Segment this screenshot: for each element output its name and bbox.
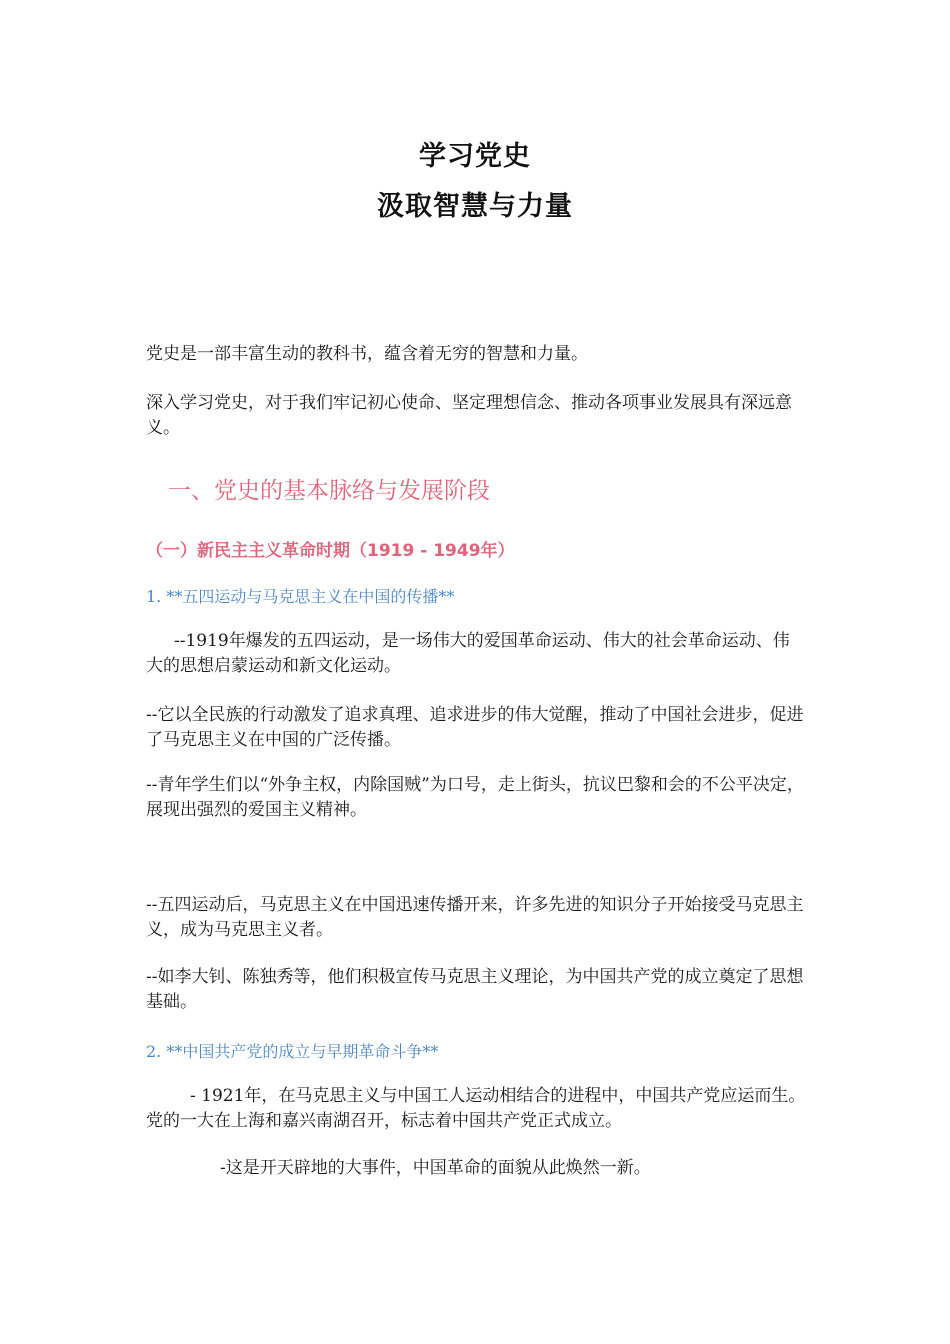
intro-paragraph-2: 深入学习党史，对于我们牢记初心使命、坚定理想信念、推动各项事业发展具有深远意义。 bbox=[146, 393, 792, 438]
item1-paragraph-5: --如李大钊、陈独秀等，他们积极宣传马克思主义理论，为中国共产党的成立奠定了思想基础。 bbox=[146, 967, 804, 1012]
item1-paragraph-1: --1919年爆发的五四运动，是一场伟大的爱国革命运动、伟大的社会革命运动、伟大的思想启蒙运动和新文化运动。 bbox=[146, 631, 790, 676]
item1-paragraph-2: --它以全民族的行动激发了追求真理、追求进步的伟大觉醒，推动了中国社会进步，促进了马克思主义在中国的广泛传播。 bbox=[146, 705, 804, 750]
item1-paragraph-4: --五四运动后，马克思主义在中国迅速传播开来，许多先进的知识分子开始接受马克思主义，成为马克思主义者。 bbox=[146, 895, 804, 940]
subsection-heading-1: （一）新民主主义革命时期（1919 - 1949年） bbox=[146, 541, 515, 561]
item2-paragraph-1: - 1921年，在马克思主义与中国工人运动相结合的进程中，中国共产党应运而生。党的一大在上海和嘉兴南湖召开，标志着中国共产党正式成立。 bbox=[146, 1086, 806, 1131]
item2-paragraph-2: -这是开天辟地的大事件，中国革命的面貌从此焕然一新。 bbox=[220, 1158, 651, 1178]
section-heading-1: 一、党史的基本脉络与发展阶段 bbox=[168, 478, 490, 504]
document-title-line2: 汲取智慧与力量 bbox=[377, 191, 573, 222]
intro-paragraph-1: 党史是一部丰富生动的教科书，蕴含着无穷的智慧和力量。 bbox=[146, 344, 588, 364]
item-heading-2: 2. **中国共产党的成立与早期革命斗争** bbox=[146, 1042, 439, 1061]
item-heading-1: 1. **五四运动与马克思主义在中国的传播** bbox=[146, 587, 455, 606]
document-title-line1: 学习党史 bbox=[419, 141, 531, 172]
item1-paragraph-3: --青年学生们以“外争主权，内除国贼”为口号，走上街头，抗议巴黎和会的不公平决定，展现出强烈的爱国主义精神。 bbox=[146, 775, 804, 820]
